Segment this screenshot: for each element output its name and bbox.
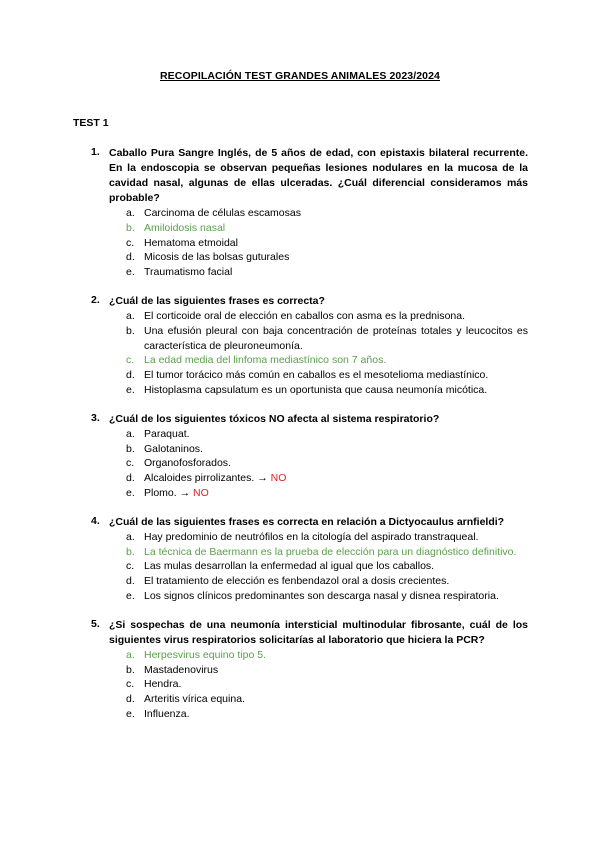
option-text	[144, 471, 528, 486]
arrow-icon: →	[179, 486, 191, 499]
option-letter: d.	[126, 693, 135, 706]
option-text	[144, 589, 528, 604]
option-letter: b.	[126, 663, 135, 676]
option-text	[144, 692, 528, 707]
option-text	[144, 574, 528, 589]
option-correct	[0, 545, 600, 560]
option	[0, 206, 600, 221]
option-text-content: Hendra.	[144, 678, 182, 691]
option	[0, 324, 600, 354]
question-number: 5.	[91, 617, 100, 630]
question-3	[0, 412, 600, 501]
option	[0, 574, 600, 589]
option	[0, 471, 600, 486]
option-text-content: Histoplasma capsulatum es un oportunista que causa neumonía micótica.	[144, 383, 488, 396]
option-text-content: Carcinoma de células escamosas	[144, 207, 301, 219]
option-text	[144, 677, 528, 692]
option	[0, 456, 600, 471]
option-text	[144, 383, 528, 398]
option	[0, 442, 600, 457]
option-letter: e.	[126, 486, 135, 499]
option	[0, 707, 600, 722]
option	[0, 383, 600, 398]
option-letter: a.	[126, 648, 135, 661]
question-number: 2.	[91, 293, 100, 306]
option-list	[0, 309, 600, 398]
option-letter: d.	[126, 251, 135, 264]
option-letter: e.	[126, 266, 135, 279]
option-text-content: Herpesvirus equino tipo 5.	[144, 648, 266, 661]
option-text-content: Galotaninos.	[144, 442, 203, 455]
option-list	[0, 206, 600, 280]
option-text-content: Arteritis vírica equina.	[144, 693, 245, 706]
option	[0, 309, 600, 324]
option-letter: d.	[126, 369, 135, 382]
option-text	[144, 324, 528, 354]
option-text-content: Organofosforados.	[144, 457, 231, 470]
option-text-content: Los signos clínicos predominantes son descarga nasal y disnea respiratoria.	[144, 589, 499, 602]
test-label: TEST 1	[73, 117, 109, 129]
option	[0, 368, 600, 383]
option	[0, 692, 600, 707]
option	[0, 250, 600, 265]
option	[0, 677, 600, 692]
option	[0, 530, 600, 545]
option-letter: c.	[126, 678, 135, 691]
question-5	[0, 618, 600, 722]
option-letter: e.	[126, 589, 135, 602]
option-letter: d.	[126, 472, 135, 485]
option-letter: e.	[126, 707, 135, 720]
option	[0, 236, 600, 251]
question-text: ¿Cuál de los siguientes tóxicos NO afecta al sistema respiratorio?	[109, 412, 440, 425]
option-text	[144, 707, 528, 722]
option-correct	[0, 353, 600, 368]
no-mark: NO	[193, 486, 209, 499]
question-text: ¿Si sospechas de una neumonía intersticial multinodular fibrosante, cuál de los siguientes virus respiratorios solicitarías al laboratorio que hiciera la PCR?	[109, 618, 528, 646]
option-text-content: Plomo.	[144, 486, 177, 499]
option-list	[0, 530, 600, 604]
option-text	[144, 309, 528, 324]
option-text	[144, 442, 528, 457]
option-text	[144, 559, 528, 574]
question-number: 4.	[91, 514, 100, 527]
option-correct	[0, 221, 600, 236]
option-letter: c.	[126, 457, 135, 470]
option	[0, 486, 600, 501]
option	[0, 265, 600, 280]
option-text-content: El tumor torácico más común en caballos es el mesotelioma mediastínico.	[144, 369, 489, 382]
option-letter: e.	[126, 383, 135, 396]
option-text	[144, 265, 528, 280]
question-number: 1.	[91, 146, 100, 158]
option-letter: b.	[126, 442, 135, 455]
option-text	[144, 456, 528, 471]
option-letter: c.	[126, 354, 135, 367]
arrow-icon: →	[257, 472, 268, 485]
option-correct	[0, 648, 600, 663]
option-text-content: Alcaloides pirrolizantes.	[144, 472, 255, 485]
document-title: RECOPILACIÓN TEST GRANDES ANIMALES 2023/2024	[160, 70, 440, 82]
question-1	[0, 146, 600, 280]
option-text-content: Mastadenovirus	[144, 663, 219, 676]
option-letter: c.	[126, 560, 135, 573]
option	[0, 427, 600, 442]
option-letter: a.	[126, 427, 135, 440]
option-letter: a.	[126, 530, 135, 543]
option-text-content: Paraquat.	[144, 427, 190, 440]
option-text	[144, 353, 528, 368]
question-4	[0, 515, 600, 604]
option-letter: a.	[126, 207, 135, 219]
option-text-content: El corticoide oral de elección en caballos con asma es la prednisona.	[144, 309, 466, 322]
option-text	[144, 368, 528, 383]
option-text-content: Influenza.	[144, 707, 190, 720]
option	[0, 663, 600, 678]
option-letter: b.	[126, 324, 135, 337]
option-text-content: Micosis de las bolsas guturales	[144, 251, 290, 264]
option-list	[0, 427, 600, 501]
option-text	[144, 486, 528, 501]
question-text: ¿Cuál de las siguientes frases es correcta en relación a Dictyocaulus arnfieldi?	[109, 515, 505, 528]
question-number: 3.	[91, 411, 100, 424]
option-letter: d.	[126, 575, 135, 588]
option	[0, 589, 600, 604]
option-text-content: El tratamiento de elección es fenbendazol oral a dosis crecientes.	[144, 575, 450, 588]
option-text	[144, 206, 528, 221]
option-text-content: Traumatismo facial	[144, 266, 233, 279]
option-text	[144, 648, 528, 663]
option-text-content: Amiloidosis nasal	[144, 221, 226, 234]
option-text-content: Una efusión pleural con baja concentración de proteínas totales y leucocitos es característica de pleuroneumonía.	[144, 324, 528, 352]
option-letter: b.	[126, 221, 135, 234]
option-letter: a.	[126, 309, 135, 322]
option-letter: c.	[126, 236, 135, 249]
option-text	[144, 530, 528, 545]
option-text	[144, 250, 528, 265]
option-list	[0, 648, 600, 722]
question-text: Caballo Pura Sangre Inglés, de 5 años de edad, con epistaxis bilateral recurrente. En la endoscopia se observan pequeñas lesiones nodulares en la mucosa de la cavidad nasal, algunas de ellas ulceradas. ¿Cuál diferencial consideramos más probable?	[109, 147, 528, 204]
option-text	[144, 427, 528, 442]
question-text: ¿Cuál de las siguientes frases es correcta?	[109, 294, 325, 307]
question-list	[0, 146, 600, 736]
option-text-content: La técnica de Baermann es la prueba de elección para un diagnóstico definitivo.	[144, 545, 517, 558]
no-mark: NO	[270, 472, 287, 485]
option-text-content: Hematoma etmoidal	[144, 236, 238, 249]
option-text	[144, 221, 528, 236]
option-text	[144, 663, 528, 678]
option-text-content: Hay predominio de neutrófilos en la citología del aspirado transtraqueal.	[144, 530, 479, 543]
option-text	[144, 545, 528, 560]
option-text-content: Las mulas desarrollan la enfermedad al igual que los caballos.	[144, 560, 435, 573]
option-letter: b.	[126, 545, 135, 558]
option-text	[144, 236, 528, 251]
option-text-content: La edad media del linfoma mediastínico son 7 años.	[144, 354, 387, 367]
question-2	[0, 294, 600, 398]
option	[0, 559, 600, 574]
